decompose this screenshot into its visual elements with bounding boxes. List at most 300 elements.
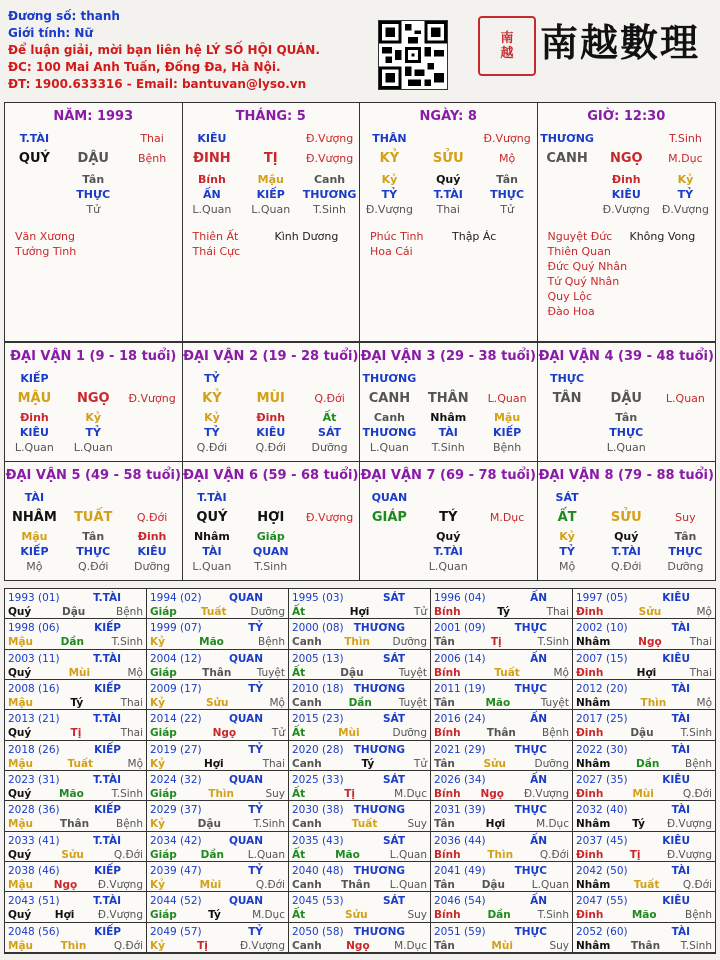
year-chi: Dậu <box>340 666 364 679</box>
star-item: Tướng Tinh <box>15 245 77 258</box>
pillar-title: NĂM: 1993 <box>53 109 134 124</box>
year-cell <box>431 589 573 619</box>
year-chi: Mão <box>335 848 360 861</box>
year-label: 2015 (23) <box>292 713 344 726</box>
year-ten-god: TÀI <box>671 865 690 877</box>
dv-hidden-ten-god: KIÊU <box>137 545 167 558</box>
year-can: Kỷ <box>150 636 165 649</box>
year-chi: Dần <box>200 848 224 861</box>
year-can: Quý <box>8 727 32 740</box>
hidden-state <box>123 202 182 217</box>
year-ten-god: QUAN <box>228 834 263 847</box>
dv-hidden-state-row <box>183 559 360 574</box>
year-chi: Tý <box>208 909 221 922</box>
year-ten-god: T.TÀI <box>93 652 121 665</box>
year-label: 1995 (03) <box>292 592 344 604</box>
pillar-ten-god: THƯƠNG <box>540 132 594 145</box>
year-chi: Tuất <box>633 879 660 891</box>
qr-code-icon[interactable] <box>378 20 448 90</box>
year-cell <box>289 801 431 831</box>
hidden-ten-god: THỰC <box>76 188 111 201</box>
dv-hidden-tg-row <box>183 544 360 559</box>
pillar-stars <box>548 229 628 319</box>
dv-hidden-can: Đinh <box>256 411 286 424</box>
year-bottom <box>434 757 569 771</box>
dv-hidden-state: L.Quan <box>369 441 409 454</box>
year-ten-god: KIÊU <box>662 834 690 847</box>
year-ten-god: SÁT <box>382 713 405 726</box>
year-bottom <box>150 908 285 922</box>
year-top <box>434 925 569 939</box>
year-can: Nhâm <box>576 636 611 649</box>
dv-state: L.Quan <box>665 392 705 405</box>
dai-van-5 <box>5 462 183 580</box>
year-top <box>8 712 143 726</box>
hidden-ten-god: KIÊU <box>611 188 641 201</box>
year-ten-god: TÀI <box>671 743 690 756</box>
year-cell <box>431 862 573 892</box>
year-can: Mậu <box>8 697 34 709</box>
year-cell <box>5 832 147 862</box>
year-state: Q.Đới <box>113 939 143 952</box>
year-cell <box>573 771 715 801</box>
dai-van-title: ĐẠI VẬN 7 (69 - 78 tuổi) <box>360 468 536 483</box>
year-top <box>8 834 143 848</box>
year-chi: Mão <box>59 788 84 800</box>
star-item: Quy Lộc <box>547 290 593 303</box>
dv-hidden-ten-god <box>538 425 597 440</box>
hidden-ten-god: THỰC <box>490 188 525 201</box>
pillar-hidden-state-row <box>183 202 360 217</box>
year-chi: Tị <box>344 788 355 800</box>
year-top <box>434 894 569 908</box>
year-state: Mộ <box>127 666 143 679</box>
dv-can: ẤT <box>557 510 577 525</box>
dv-hidden-can: Kỷ <box>559 530 575 543</box>
year-top <box>292 834 427 848</box>
dai-van-title: ĐẠI VẬN 4 (39 - 48 tuổi) <box>538 349 714 364</box>
year-chi: Dần <box>487 909 511 922</box>
year-cell <box>573 862 715 892</box>
year-top <box>576 894 712 908</box>
year-can: Ất <box>292 788 306 800</box>
pillar-can-chi-row <box>538 150 716 168</box>
year-state: M.Dục <box>394 788 427 800</box>
year-bottom <box>150 848 285 862</box>
year-can: Canh <box>292 818 322 831</box>
year-can: Tân <box>434 697 455 709</box>
year-ten-god: TỶ <box>248 743 263 756</box>
year-label: 2000 (08) <box>292 622 344 635</box>
hidden-can <box>123 172 182 187</box>
year-can: Quý <box>8 788 32 800</box>
year-ten-god: QUAN <box>228 592 263 604</box>
year-bottom <box>292 726 427 740</box>
year-can: Mậu <box>8 757 34 770</box>
year-label: 2012 (20) <box>576 683 628 695</box>
year-chi: Sửu <box>205 697 229 709</box>
year-chi: Thìn <box>487 848 514 861</box>
year-ten-god: T.TÀI <box>93 895 121 908</box>
year-chi: Tý <box>361 757 375 770</box>
dv-hidden-can: Ất <box>322 411 337 424</box>
star-item: Nguyệt Đức <box>547 230 613 243</box>
year-chi: Hợi <box>54 909 75 922</box>
year-ten-god: TÀI <box>671 683 690 695</box>
dv-hidden-ten-god: THƯƠNG <box>362 426 417 439</box>
star-item: Phúc Tinh <box>370 230 424 243</box>
hidden-state: L.Quan <box>192 203 232 216</box>
year-cell <box>431 650 573 680</box>
hidden-can: Canh <box>313 173 346 186</box>
year-cell <box>5 801 147 831</box>
year-bottom <box>8 939 143 953</box>
year-can: Giáp <box>150 909 177 922</box>
year-ten-god: THỰC <box>514 925 547 938</box>
dv-can-chi-row <box>183 390 360 408</box>
year-state: Suy <box>407 818 427 831</box>
year-can: Ất <box>292 848 306 861</box>
year-label: 2002 (10) <box>576 622 628 635</box>
hidden-can: Đinh <box>611 173 641 186</box>
year-label: 1996 (04) <box>434 592 486 604</box>
pillar-tg-row <box>183 131 360 146</box>
dai-van-title: ĐẠI VẬN 6 (59 - 68 tuổi) <box>183 468 359 483</box>
year-can: Quý <box>8 606 32 618</box>
pillar-tg-state: Đ.Vượng <box>305 132 354 145</box>
dv-hidden-can <box>360 529 419 544</box>
pillar-tg-row <box>5 131 182 146</box>
star-item-right: Thập Ác <box>452 230 497 243</box>
year-ten-god: SÁT <box>382 774 405 786</box>
dv-hidden-can: Quý <box>614 530 639 543</box>
year-cell <box>573 650 715 680</box>
year-top <box>292 743 427 757</box>
year-label: 2045 (53) <box>292 895 344 908</box>
year-chi: Hợi <box>636 666 657 679</box>
dv-state: Đ.Vượng <box>305 511 354 524</box>
header-info <box>8 8 388 93</box>
hidden-ten-god: KIẾP <box>256 188 285 201</box>
year-chi: Mùi <box>632 788 654 800</box>
year-top <box>150 591 285 605</box>
pillar-hidden-tg-row <box>538 187 716 202</box>
year-top <box>150 925 285 939</box>
year-can: Mậu <box>8 636 34 649</box>
year-ten-god: KIẾP <box>94 743 121 756</box>
year-can: Kỷ <box>150 757 165 770</box>
dai-van-title: ĐẠI VẬN 1 (9 - 18 tuổi) <box>10 349 177 364</box>
year-ten-god: KIẾP <box>94 683 121 695</box>
year-state: M.Dục <box>536 818 569 831</box>
dv-can: TÂN <box>552 391 582 406</box>
hidden-state: Đ.Vượng <box>365 203 414 216</box>
year-state: Tuyệt <box>256 666 285 679</box>
dv-state: Q.Đới <box>136 511 168 524</box>
year-top <box>576 773 712 787</box>
year-can: Giáp <box>150 848 177 861</box>
year-state: L.Quan <box>389 879 427 891</box>
pillar-can-chi-row <box>183 150 360 168</box>
year-label: 2014 (22) <box>150 713 202 726</box>
year-cell <box>5 862 147 892</box>
year-cell <box>147 771 289 801</box>
dv-can-chi-row <box>183 509 360 527</box>
hidden-ten-god: TỶ <box>677 188 694 201</box>
year-can: Nhâm <box>576 818 611 831</box>
pillar-blank <box>64 131 123 146</box>
year-label: 2020 (28) <box>292 743 344 756</box>
dai-van-1 <box>5 343 183 461</box>
year-chi: Tuất <box>200 606 227 618</box>
year-top <box>150 682 285 696</box>
year-state: T.Sinh <box>680 939 712 952</box>
dv-hidden-can: Mậu <box>493 411 521 424</box>
year-top <box>150 621 285 635</box>
year-cell <box>573 619 715 649</box>
year-bottom <box>292 635 427 649</box>
dv-hidden-can-row <box>360 529 537 544</box>
dai-van-row-1 <box>4 342 716 462</box>
star-item: Thiên Quan <box>547 245 611 258</box>
dv-hidden-state: L.Quan <box>606 441 646 454</box>
year-state: T.Sinh <box>537 909 569 922</box>
year-state: Đ.Vượng <box>523 788 569 800</box>
year-label: 2029 (37) <box>150 804 202 817</box>
hidden-state <box>538 202 597 217</box>
year-chi: Ngọ <box>346 939 370 952</box>
year-state: Bệnh <box>685 757 712 770</box>
year-cell <box>289 923 431 953</box>
year-top <box>8 925 143 939</box>
year-top <box>292 712 427 726</box>
year-top <box>150 712 285 726</box>
year-cell <box>147 801 289 831</box>
hidden-state: Thai <box>436 203 460 216</box>
year-label: 2034 (42) <box>150 834 202 847</box>
star-item: Thái Cực <box>192 245 241 258</box>
year-bottom <box>8 635 143 649</box>
owner-name: Đương số: thanh <box>8 9 120 23</box>
year-ten-god: SÁT <box>382 834 405 847</box>
year-bottom <box>8 605 143 619</box>
year-chi: Mùi <box>491 939 513 952</box>
year-top <box>576 925 712 939</box>
dv-tg-row <box>5 371 182 386</box>
year-chi: Dậu <box>481 879 505 891</box>
year-bottom <box>292 696 427 710</box>
hidden-ten-god: TỶ <box>381 188 398 201</box>
year-bottom <box>434 787 569 801</box>
dv-hidden-ten-god <box>478 544 537 559</box>
pillar-hidden-tg-row <box>5 187 182 202</box>
year-label: 2010 (18) <box>292 683 344 695</box>
year-ten-god: ẤN <box>530 774 547 786</box>
star-item-right: Kình Dương <box>274 230 339 243</box>
year-can: Mậu <box>8 939 34 952</box>
dv-can: GIÁP <box>371 510 407 525</box>
year-top <box>434 621 569 635</box>
year-state: Tuyệt <box>398 666 427 679</box>
brand-logo: 南越數理 <box>540 20 701 65</box>
year-chi: Dần <box>348 697 372 709</box>
year-chi: Sửu <box>483 757 506 770</box>
year-top <box>434 652 569 666</box>
year-chi: Tuất <box>67 757 94 770</box>
dai-van-title: ĐẠI VẬN 8 (79 - 88 tuổi) <box>538 468 714 483</box>
dv-hidden-ten-god: KIÊU <box>19 426 49 439</box>
year-top <box>576 803 712 817</box>
dv-hidden-state <box>478 559 537 574</box>
pillar-hidden-state-row <box>360 202 537 217</box>
year-label: 2042 (50) <box>576 865 628 877</box>
year-bottom <box>292 908 427 922</box>
year-ten-god: SÁT <box>382 652 405 665</box>
year-bottom <box>150 757 285 771</box>
dai-van-title: ĐẠI VẬN 2 (19 - 28 tuổi) <box>183 349 359 364</box>
year-can: Quý <box>8 909 32 922</box>
pillar-stars-right <box>452 229 496 244</box>
year-cell <box>431 680 573 710</box>
year-ten-god: TỶ <box>248 865 263 877</box>
dv-hidden-can: Đinh <box>137 530 167 543</box>
dv-hidden-ten-god <box>656 425 715 440</box>
year-chi: Ngọ <box>212 727 237 740</box>
year-chi: Mão <box>199 636 224 649</box>
pillar-blank <box>241 131 300 146</box>
pillar-truong-sinh: Bệnh <box>137 152 167 165</box>
year-label: 2031 (39) <box>434 804 486 817</box>
year-can: Kỷ <box>150 697 165 709</box>
year-label: 2009 (17) <box>150 683 202 695</box>
year-bottom <box>434 878 569 892</box>
year-state: Thai <box>546 606 569 618</box>
year-chi: Mão <box>485 697 511 709</box>
year-label: 2051 (59) <box>434 925 486 938</box>
year-chi: Thìn <box>208 788 234 800</box>
year-bottom <box>434 848 569 862</box>
year-ten-god: SÁT <box>382 592 405 604</box>
year-label: 2041 (49) <box>434 865 486 877</box>
year-cell <box>431 923 573 953</box>
dv-hidden-state-row <box>360 559 537 574</box>
dv-hidden-can <box>300 529 359 544</box>
hidden-ten-god <box>123 187 182 202</box>
year-bottom <box>8 726 143 740</box>
dv-hidden-tg-row <box>5 425 182 440</box>
year-ten-god: QUAN <box>228 652 263 665</box>
pillar-chi: TỊ <box>263 151 278 166</box>
year-bottom <box>434 605 569 619</box>
dai-van-2 <box>183 343 361 461</box>
year-ten-god: T.TÀI <box>93 834 121 847</box>
hidden-ten-god: THƯƠNG <box>302 188 357 201</box>
year-bottom <box>576 666 712 680</box>
year-ten-god: THƯƠNG <box>353 743 405 756</box>
pillar-hidden-state-row <box>5 202 182 217</box>
year-label: 2032 (40) <box>576 804 628 817</box>
year-cell <box>147 832 289 862</box>
year-label: 2037 (45) <box>576 834 628 847</box>
year-top <box>576 682 712 696</box>
year-ten-god: TỶ <box>248 683 263 695</box>
year-top <box>8 803 143 817</box>
pillar-can: QUÝ <box>18 151 50 166</box>
year-ten-god: QUAN <box>228 713 263 726</box>
year-label: 2039 (47) <box>150 865 202 877</box>
dv-tg-row <box>538 490 716 505</box>
year-top <box>576 591 712 605</box>
year-can: Ất <box>292 666 306 679</box>
year-bottom <box>292 605 427 619</box>
year-bottom <box>576 939 712 953</box>
star-item: Đào Hoa <box>547 305 595 318</box>
year-label: 2008 (16) <box>8 683 60 695</box>
year-label: 1993 (01) <box>8 592 60 604</box>
year-bottom <box>8 817 143 831</box>
year-top <box>434 743 569 757</box>
dv-hidden-state: T.Sinh <box>431 441 465 454</box>
hidden-can: Tân <box>496 173 519 186</box>
dv-hidden-ten-god: THỰC <box>609 426 644 439</box>
year-ten-god: ẤN <box>530 834 547 847</box>
year-bottom <box>150 635 285 649</box>
year-can: Tân <box>434 636 455 649</box>
year-top <box>434 682 569 696</box>
pillar-stars <box>15 229 76 259</box>
pillar-ten-god: T.TÀI <box>19 132 50 145</box>
dv-hidden-state: L.Quan <box>192 560 232 573</box>
year-state: Đ.Vượng <box>239 939 285 952</box>
year-bottom <box>576 635 712 649</box>
year-cell <box>5 650 147 680</box>
year-top <box>8 652 143 666</box>
dv-hidden-state: Dưỡng <box>311 441 348 454</box>
year-state: Mộ <box>553 666 569 679</box>
hidden-can: Bính <box>198 173 226 186</box>
dv-hidden-state-row <box>538 440 716 455</box>
year-top <box>292 621 427 635</box>
dv-hidden-state: Dưỡng <box>667 560 704 573</box>
year-cell <box>431 832 573 862</box>
year-chi: Hợi <box>485 818 506 831</box>
year-top <box>8 773 143 787</box>
dv-state: Suy <box>675 511 696 524</box>
dv-tg-row <box>183 490 360 505</box>
hidden-state: Đ.Vượng <box>661 203 710 216</box>
year-state: Bệnh <box>116 606 143 618</box>
year-label: 2006 (14) <box>434 652 486 665</box>
dv-hidden-state-row <box>360 440 537 455</box>
dv-hidden-ten-god: THỰC <box>76 545 111 558</box>
year-can: Nhâm <box>576 879 611 891</box>
year-can: Kỷ <box>150 939 165 952</box>
hidden-can: Tân <box>82 173 105 186</box>
year-ten-god: TỶ <box>248 925 263 938</box>
dv-can-chi-row <box>538 509 716 527</box>
year-chi: Thìn <box>344 636 370 649</box>
year-label: 2016 (24) <box>434 713 486 726</box>
year-top <box>576 864 712 878</box>
year-label: 2047 (55) <box>576 895 628 908</box>
dv-ten-god: TÀI <box>24 491 45 504</box>
year-can: Quý <box>8 666 32 679</box>
year-ten-god: TÀI <box>671 713 690 726</box>
year-ten-god: TÀI <box>671 804 690 817</box>
year-cell <box>147 680 289 710</box>
year-can: Bính <box>434 727 461 740</box>
year-cell <box>573 801 715 831</box>
